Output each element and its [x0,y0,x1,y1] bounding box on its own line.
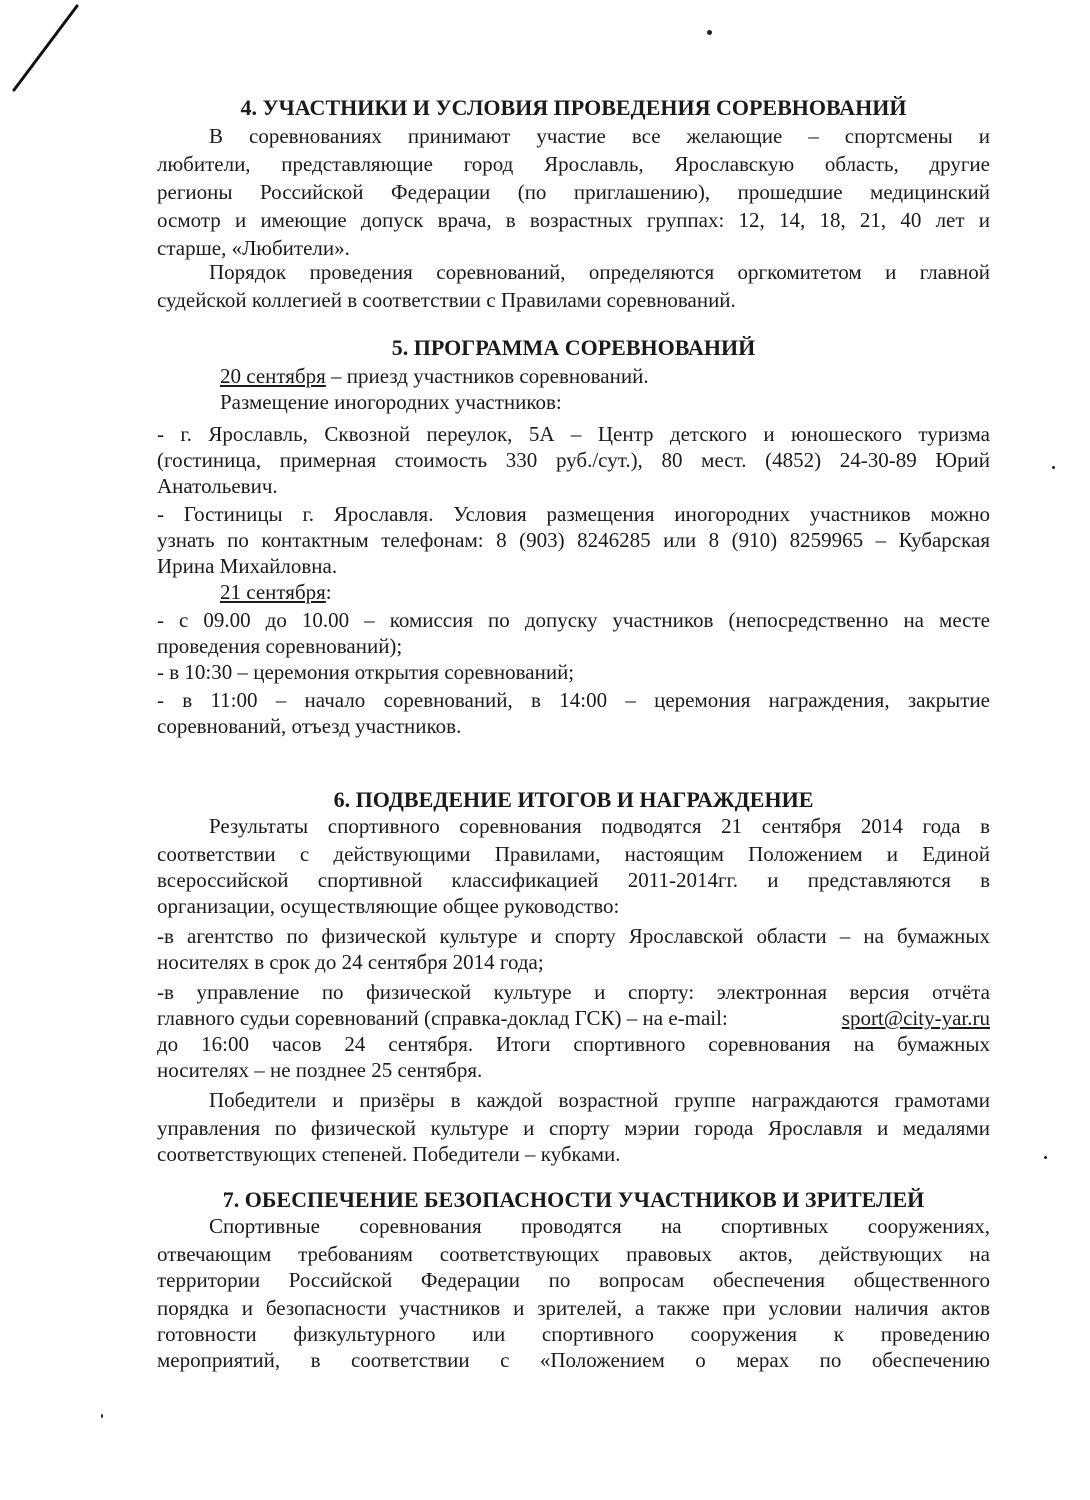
paragraph-line: отвечающим требованиям соответствующих правовых актов, действующих на [157,1242,990,1266]
paragraph-line: -в агентство по физической культуре и спорту Ярославской области – на бумажных [157,924,990,948]
day1-date: 20 сентября [220,364,326,388]
day2-date: 21 сентября [220,580,326,604]
paragraph-line: осмотр и имеющие допуск врача, в возрастных группах: 12, 14, 18, 21, 40 лет и [157,208,990,232]
day2-text: : [325,580,332,604]
paragraph-line: старше, «Любители». [157,236,350,260]
paragraph-line: соответствующих степеней. Победители – кубками. [157,1142,621,1166]
paragraph-line: Анатольевич. [157,474,278,498]
paragraph-line: мероприятий, в соответствии с «Положением о мерах по обеспечению [157,1348,990,1372]
paragraph-line: готовности физкультурного или спортивного сооружения к проведению [157,1322,990,1346]
paragraph-line: Ирина Михайловна. [157,554,338,578]
speck-mark [1052,466,1055,469]
program-day1-line [220,362,990,390]
email-line-text: главного судьи соревнований (справка-доклад ГСК) – на e-mail: [157,1006,728,1030]
paragraph-line: Порядок проведения соревнований, определяются оргкомитетом и главной [209,260,990,284]
email-link[interactable]: sport@city-yar.ru [841,1006,990,1030]
paragraph-line: организации, осуществляющие общее руководство: [157,894,620,918]
paragraph-line: - г. Ярославль, Сквозной переулок, 5А – Центр детского и юношеского туризма [157,422,990,446]
paragraph-line: любители, представляющие город Ярославль, Ярославскую область, другие [157,152,990,176]
paragraph-line: порядка и безопасности участников и зрителей, а также при условии наличия актов [157,1296,990,1320]
program-day2-line [220,578,990,606]
paragraph-line: - Гостиницы г. Ярославля. Условия размещения иногородних участников можно [157,502,990,526]
paragraph-line: узнать по контактным телефонам: 8 (903) 8246285 или 8 (910) 8259965 – Кубарская [157,528,990,552]
speck-mark [1044,1156,1047,1159]
paragraph-line: соответствии с действующими Правилами, настоящим Положением и Единой [157,842,990,866]
paragraph-line: Спортивные соревнования проводятся на спортивных сооружениях, [209,1214,990,1238]
paragraph-line: - с 09.00 до 10.00 – комиссия по допуску участников (непосредственно на месте [157,608,990,632]
paragraph-line: до 16:00 часов 24 сентября. Итоги спортивного соревнования на бумажных [157,1032,990,1056]
section-7-title: 7. ОБЕСПЕЧЕНИЕ БЕЗОПАСНОСТИ УЧАСТНИКОВ И ЗРИТЕЛЕЙ [222,1187,925,1212]
paragraph-line: проведения соревнований); [157,634,403,658]
speck-mark [101,1414,103,1418]
section-6-title: 6. ПОДВЕДЕНИЕ ИТОГОВ И НАГРАЖДЕНИЕ [333,787,814,812]
paragraph-line: соревнований, отъезд участников. [157,714,462,738]
paragraph-line: территории Российской Федерации по вопросам обеспечения общественного [157,1268,990,1292]
paragraph-line: Результаты спортивного соревнования подводятся 21 сентября 2014 года в [209,814,990,838]
paragraph-line: - в 10:30 – церемония открытия соревнований; [157,660,575,684]
paragraph-line: В соревнованиях принимают участие все желающие – спортсмены и [209,124,990,148]
section-4-title: 4. УЧАСТНИКИ И УСЛОВИЯ ПРОВЕДЕНИЯ СОРЕВНОВАНИЙ [240,95,907,120]
paragraph-line: носителях в срок до 24 сентября 2014 года; [157,950,544,974]
section-5-title: 5. ПРОГРАММА СОРЕВНОВАНИЙ [391,335,756,360]
paragraph-line: регионы Российской Федерации (по приглашению), прошедшие медицинский [157,180,990,204]
paragraph-line: управления по физической культуре и спорту мэрии города Ярославля и медалями [157,1116,990,1140]
email-line [157,1004,990,1032]
paragraph-line: - в 11:00 – начало соревнований, в 14:00 – церемония награждения, закрытие [157,688,990,712]
paragraph-line: -в управление по физической культуре и спорту: электронная версия отчёта [157,980,990,1004]
paragraph-line: (гостиница, примерная стоимость 330 руб./сут.), 80 мест. (4852) 24-30-89 Юрий [157,448,990,472]
pen-stroke-mark [0,0,120,110]
paragraph-line: Победители и призёры в каждой возрастной группе награждаются грамотами [209,1088,990,1112]
paragraph-line: всероссийской спортивной классификацией 2011-2014гг. и представляются в [157,868,990,892]
paragraph-line: Размещение иногородних участников: [220,390,562,414]
day1-text: – приезд участников соревнований. [325,364,649,388]
speck-mark [707,30,712,35]
paragraph-line: носителях – не позднее 25 сентября. [157,1058,483,1082]
paragraph-line: судейской коллегией в соответствии с Правилами соревнований. [157,288,736,312]
